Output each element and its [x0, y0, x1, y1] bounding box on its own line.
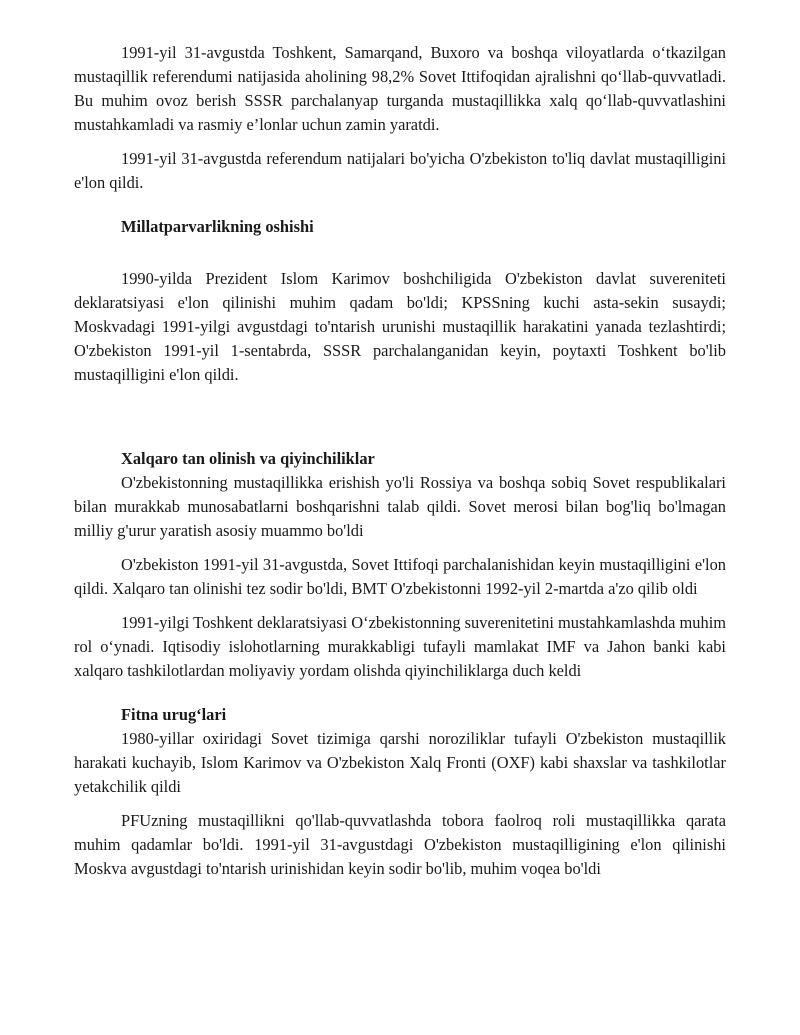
heading-seeds-of-discord: Fitna urug‘lari	[121, 705, 227, 724]
paragraph-path-to-independence: O'zbekistonning mustaqillikka erishish yo'li Rossiya va boshqa sobiq Sovet respublikalari bilan murakkab munosabatlarni boshqarishni talab qildi. Sovet merosi bilan bog'liq bo'lmagan milliy g'urur yaratish asosiy muammo bo'ldi	[74, 473, 726, 540]
heading-nationalism: Millatparvarlikning oshishi	[121, 217, 314, 236]
paragraph-referendum: 1991-yil 31-avgustda Toshkent, Samarqand, Buxoro va boshqa viloyatlarda o‘tkazilgan mustaqillik referendumi natijasida aholining 98,2% Sovet Ittifoqidan ajralishni qo‘llab-quvvatladi. Bu muhim ovoz berish SSSR parchalanyap turganda mustaqillikka xalq qo‘llab-quvvatlashini mustahkamladi va rasmiy e’lonlar uchun zamin yaratdi.	[74, 43, 726, 134]
paragraph-protests: 1980-yillar oxiridagi Sovet tizimiga qarshi noroziliklar tufayli O'zbekiston mustaqillik harakati kuchayib, Islom Karimov va O'zbekiston Xalq Fronti (OXF) kabi shaxslar va tashkilotlar yetakchilik qildi	[74, 729, 726, 796]
paragraph-sovereignty: 1990-yilda Prezident Islom Karimov boshchiligida O'zbekiston davlat suvereniteti deklaratsiyasi e'lon qilinishi muhim qadam bo'ldi; KPSSning kuchi asta-sekin susaydi; Moskvadagi 1991-yilgi avgustdagi to'ntarish urunishi mustaqillik harakatini yanada tezlashtirdi; O'zbekiston 1991-yil 1-sentabrda, SSSR parchalanganidan keyin, poytaxti Toshkent bo'lib mustaqilligini e'lon qildi.	[74, 269, 726, 384]
document-page	[74, 41, 726, 881]
paragraph-tashkent-declaration: 1991-yilgi Toshkent deklaratsiyasi O‘zbekistonning suverenitetini mustahkamlashda muhim rol o‘ynadi. Iqtisodiy islohotlarning murakkabligi tufayli mamlakat IMF va Jahon banki kabi xalqaro tashkilotlardan moliyaviy yordam olishda qiyinchiliklarga duch keldi	[74, 613, 726, 680]
paragraph-pfuz-role: PFUzning mustaqillikni qo'llab-quvvatlashda tobora faolroq roli mustaqillikka qarata muhim qadamlar bo'ldi. 1991-yil 31-avgustdagi O'zbekiston mustaqilligining e'lon qilinishi Moskva avgustdagi to'ntarish urinishidan keyin sodir bo'lib, muhim voqea bo'ldi	[74, 811, 726, 878]
paragraph-independence-declared: 1991-yil 31-avgustda referendum natijalari bo'yicha O'zbekiston to'liq davlat mustaqilligini e'lon qildi.	[74, 149, 726, 192]
paragraph-un-membership: O'zbekiston 1991-yil 31-avgustda, Sovet Ittifoqi parchalanishidan keyin mustaqilligini e'lon qildi. Xalqaro tan olinishi tez sodir bo'ldi, BMT O'zbekistonni 1992-yil 2-martda a'zo qilib oldi	[74, 555, 726, 598]
heading-recognition: Xalqaro tan olinish va qiyinchiliklar	[121, 449, 375, 468]
